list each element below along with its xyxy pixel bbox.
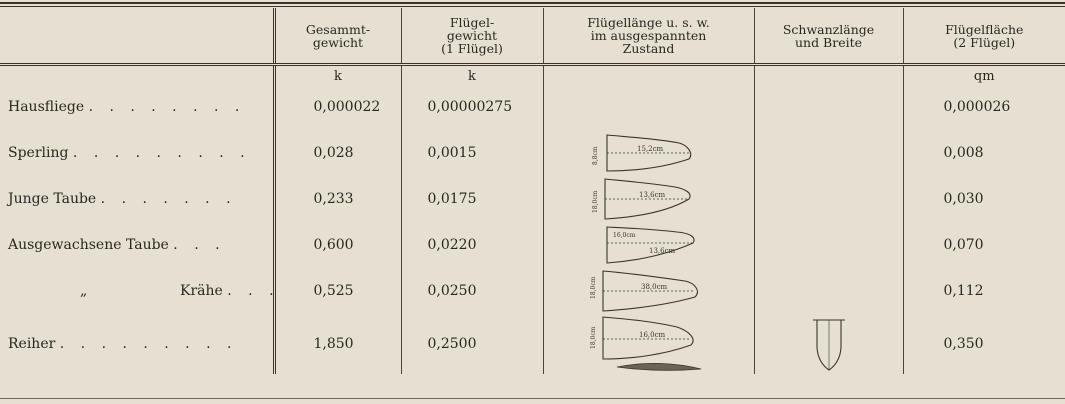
units-row: [0, 65, 1065, 85]
wing-area-cell: 0,070: [903, 222, 1065, 268]
wing-data-table: [0, 8, 1065, 374]
header-wing-length: [543, 8, 754, 65]
table-row: [0, 314, 1065, 374]
leader-dots: . . .: [173, 237, 226, 253]
wing-sketch-cell: [543, 84, 754, 130]
wing-weight-cell: 0,00000275: [401, 84, 543, 130]
species-cell: [0, 222, 274, 268]
leader-dots: . . . . . . . . .: [59, 336, 238, 352]
top-rule: [0, 2, 1065, 4]
wing-sketch-cell: [543, 314, 754, 374]
wing-weight-cell: 0,0220: [401, 222, 543, 268]
ditto-mark: „: [80, 283, 88, 299]
sketch-label: 8,8cm: [591, 146, 599, 165]
species-cell: [0, 314, 274, 374]
species-name: Krähe: [180, 283, 223, 299]
species-name: Junge Taube: [8, 191, 97, 207]
leader-dots: . . . . . . . .: [88, 99, 246, 115]
wing-area-cell: 0,112: [903, 268, 1065, 314]
bottom-rule: [0, 398, 1065, 399]
unit-species: [0, 65, 274, 85]
leader-dots: . . .: [227, 283, 280, 299]
wing-area-cell: 0,008: [903, 130, 1065, 176]
unit-wing-length: [543, 65, 754, 85]
leader-dots: . . . . . . . . .: [72, 145, 251, 161]
total-weight-cell: 0,233: [274, 176, 401, 222]
header-wing-area: [903, 8, 1065, 65]
header-row: [0, 8, 1065, 65]
species-cell: [0, 130, 274, 176]
wing-sketch-cell: [543, 268, 754, 314]
wing-weight-cell: 0,2500: [401, 314, 543, 374]
wing-sketch-cell: [543, 130, 754, 176]
species-name: Sperling: [8, 145, 69, 161]
top-rule-thin: [0, 6, 1065, 7]
header-wing-weight-text: Flügel- gewicht (1 Flügel): [441, 15, 503, 56]
wing-area-cell: 0,000026: [903, 84, 1065, 130]
sketch-label: 18,0cm: [589, 276, 597, 299]
wing-weight-cell: 0,0015: [401, 130, 543, 176]
tail-sketch-cell: [754, 130, 903, 176]
unit-wing-weight: k: [401, 65, 543, 85]
total-weight-cell: 0,028: [274, 130, 401, 176]
wing-sketch-cell: [543, 222, 754, 268]
sketch-label: 18,0cm: [591, 190, 599, 213]
wing-area-cell: 0,350: [903, 314, 1065, 374]
ausgewachsene-taube-wing-sketch: [589, 223, 709, 267]
header-wing-area-text: Flügelfläche (2 Flügel): [945, 21, 1024, 50]
krahe-wing-sketch: [587, 269, 711, 313]
total-weight-cell: 1,850: [274, 314, 401, 374]
leader-dots: . . . . . . .: [100, 191, 237, 207]
species-cell: [0, 84, 274, 130]
sketch-label: 16,0cm: [638, 331, 665, 339]
table-row: [0, 268, 1065, 314]
total-weight-cell: 0,600: [274, 222, 401, 268]
unit-wing-area: qm: [903, 65, 1065, 85]
total-weight-cell: 0,525: [274, 268, 401, 314]
sketch-label: 15,2cm: [636, 145, 663, 153]
table-row: [0, 130, 1065, 176]
header-species: [0, 8, 274, 65]
tail-sketch-cell: [754, 268, 903, 314]
sperling-wing-sketch: [589, 131, 709, 175]
tail-sketch-cell: [754, 314, 903, 374]
unit-tail: [754, 65, 903, 85]
sketch-label: 13,6cm: [648, 247, 675, 255]
sketch-label: 38,0cm: [640, 283, 667, 291]
junge-taube-wing-sketch: [589, 177, 709, 221]
unit-total-weight: k: [274, 65, 401, 85]
header-total-weight: [274, 8, 401, 65]
wing-area-cell: 0,030: [903, 176, 1065, 222]
species-cell: [0, 268, 280, 314]
sketch-label: 16,0cm: [612, 232, 635, 239]
tail-sketch-cell: [754, 176, 903, 222]
wing-weight-cell: 0,0175: [401, 176, 543, 222]
table-row: [0, 222, 1065, 268]
header-wing-length-text: Flügellänge u. s. w. im ausgespannten Zustand: [587, 15, 710, 56]
total-weight-cell: 0,000022: [274, 84, 401, 130]
wing-sketch-cell: [543, 176, 754, 222]
tail-sketch-cell: [754, 222, 903, 268]
tail-sketch-cell: [754, 84, 903, 130]
species-name: Ausgewachsene Taube: [8, 237, 169, 253]
species-name: Hausfliege: [8, 99, 85, 115]
sketch-label: 18,0cm: [589, 326, 597, 349]
header-total-weight-text: Gesammt- gewicht: [305, 21, 371, 50]
header-tail-text: Schwanzlänge und Breite: [782, 21, 875, 50]
wing-weight-cell: 0,0250: [401, 268, 543, 314]
sketch-label: 13,6cm: [638, 191, 665, 199]
species-name: Reiher: [8, 336, 56, 352]
species-cell: [0, 176, 274, 222]
header-wing-weight: [401, 8, 543, 65]
reiher-wing-sketch: [587, 315, 711, 373]
reiher-tail-sketch: [809, 316, 849, 372]
table-row: [0, 176, 1065, 222]
table-row: [0, 84, 1065, 130]
header-tail: [754, 8, 903, 65]
